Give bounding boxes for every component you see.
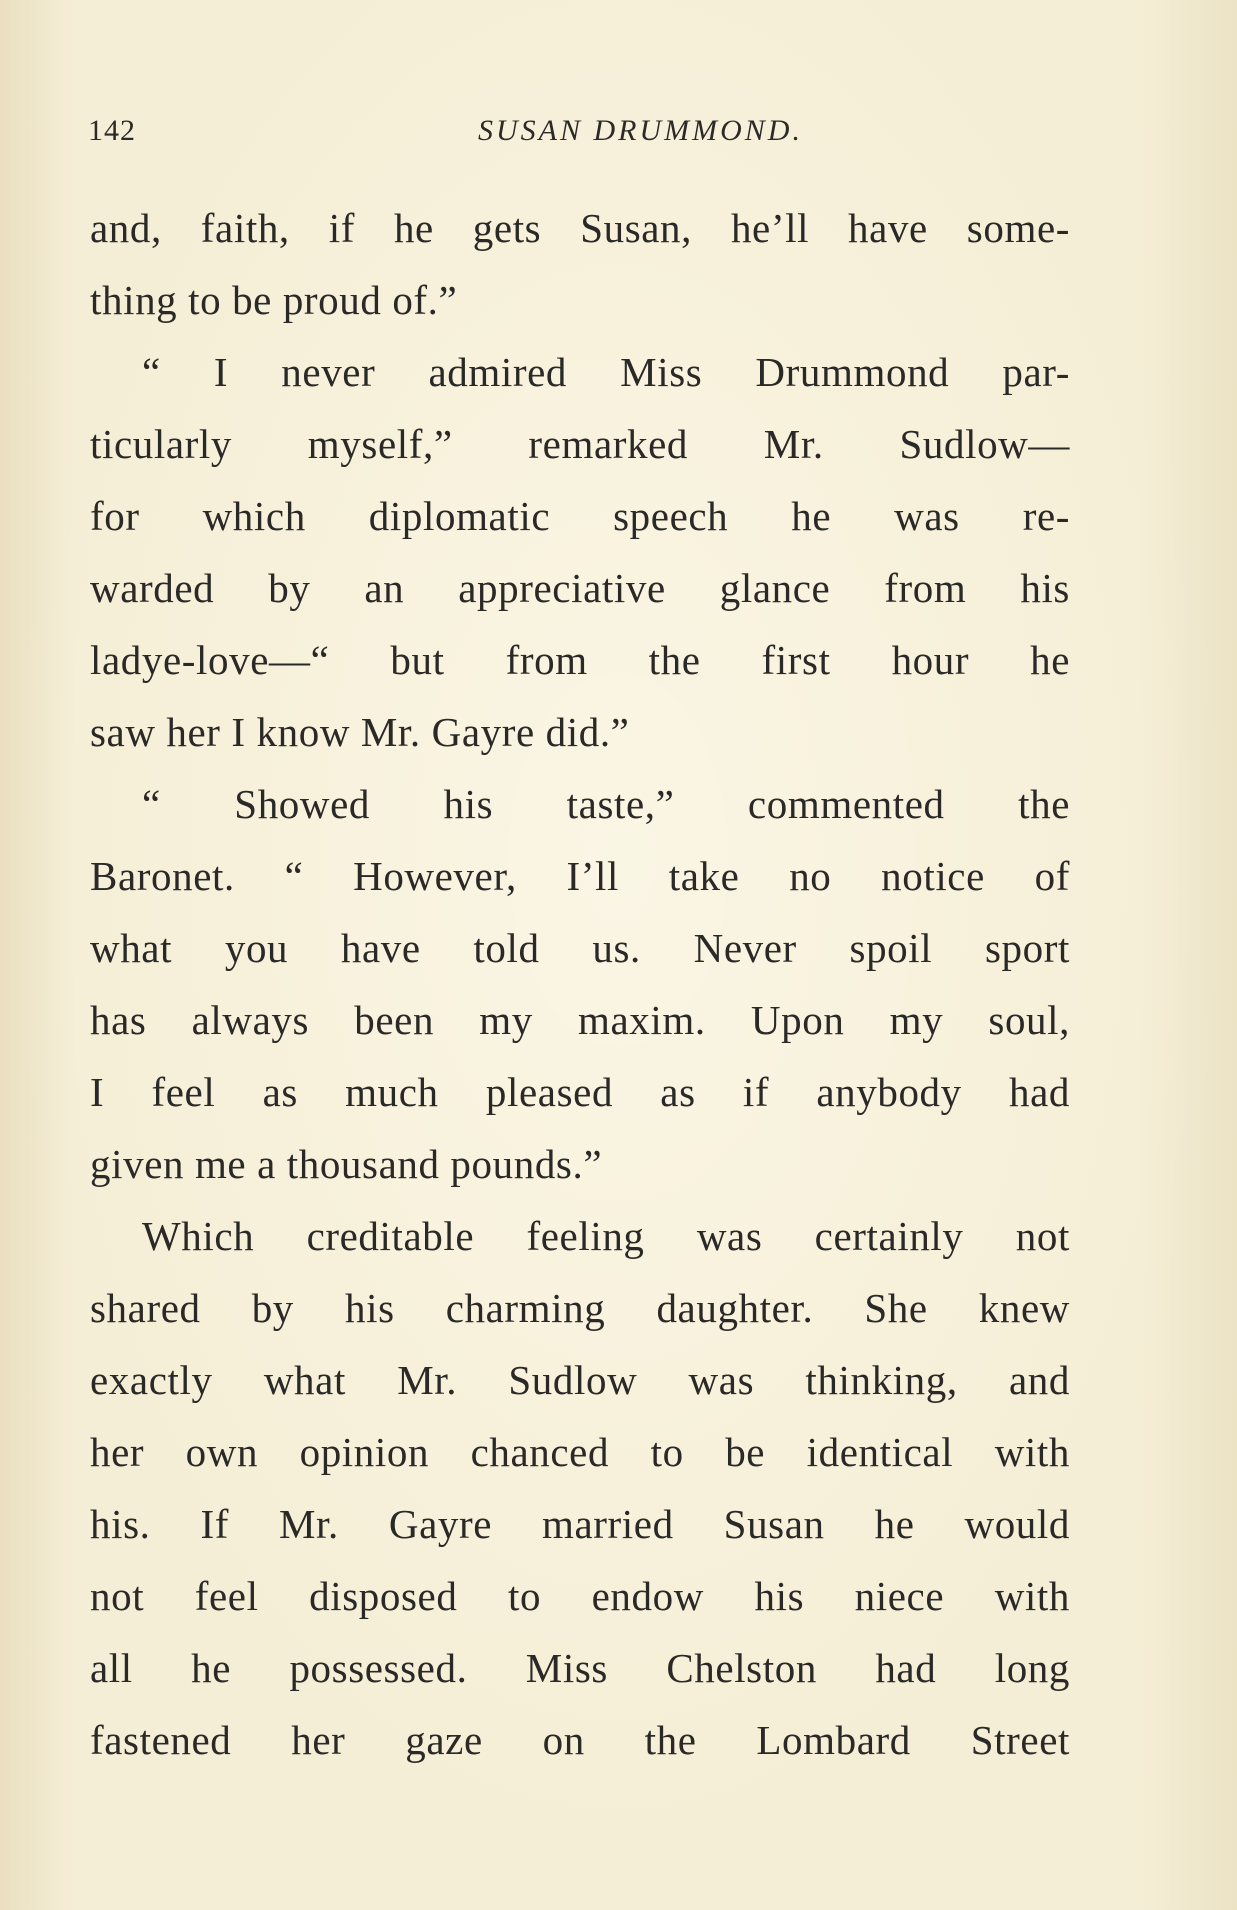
page-header — [88, 110, 1068, 154]
text-line: fastened her gaze on the Lombard Street — [90, 1717, 1070, 1763]
text-line: thing to be proud of.” — [90, 277, 458, 323]
text-line: Baronet. “ However, I’ll take no notice of — [90, 853, 1070, 899]
text-line: for which diplomatic speech he was re- — [90, 493, 1070, 539]
text-line: Which creditable feeling was certainly not — [142, 1213, 1070, 1259]
text-line: “ Showed his taste,” commented the — [142, 781, 1070, 827]
running-title: SUSAN DRUMMOND. — [478, 114, 803, 147]
text-line: given me a thousand pounds.” — [90, 1141, 603, 1187]
text-line: ladye-love—“ but from the first hour he — [90, 637, 1070, 683]
text-line: has always been my maxim. Upon my soul, — [90, 997, 1070, 1043]
text-line: all he possessed. Miss Chelston had long — [90, 1645, 1070, 1691]
text-line: what you have told us. Never spoil sport — [90, 925, 1070, 971]
body-text — [90, 192, 1070, 1776]
text-line: ticularly myself,” remarked Mr. Sudlow— — [90, 421, 1070, 467]
page-number: 142 — [88, 114, 136, 147]
text-line: not feel disposed to endow his niece with — [90, 1573, 1070, 1619]
text-line: warded by an appreciative glance from his — [90, 565, 1070, 611]
text-line: “ I never admired Miss Drummond par- — [142, 349, 1070, 395]
text-line: exactly what Mr. Sudlow was thinking, and — [90, 1357, 1070, 1403]
text-line: shared by his charming daughter. She knew — [90, 1285, 1070, 1331]
text-line: his. If Mr. Gayre married Susan he would — [90, 1501, 1070, 1547]
text-line: her own opinion chanced to be identical with — [90, 1429, 1070, 1475]
text-line: and, faith, if he gets Susan, he’ll have some- — [90, 205, 1070, 251]
text-line: saw her I know Mr. Gayre did.” — [90, 709, 630, 755]
text-line: I feel as much pleased as if anybody had — [90, 1069, 1070, 1115]
